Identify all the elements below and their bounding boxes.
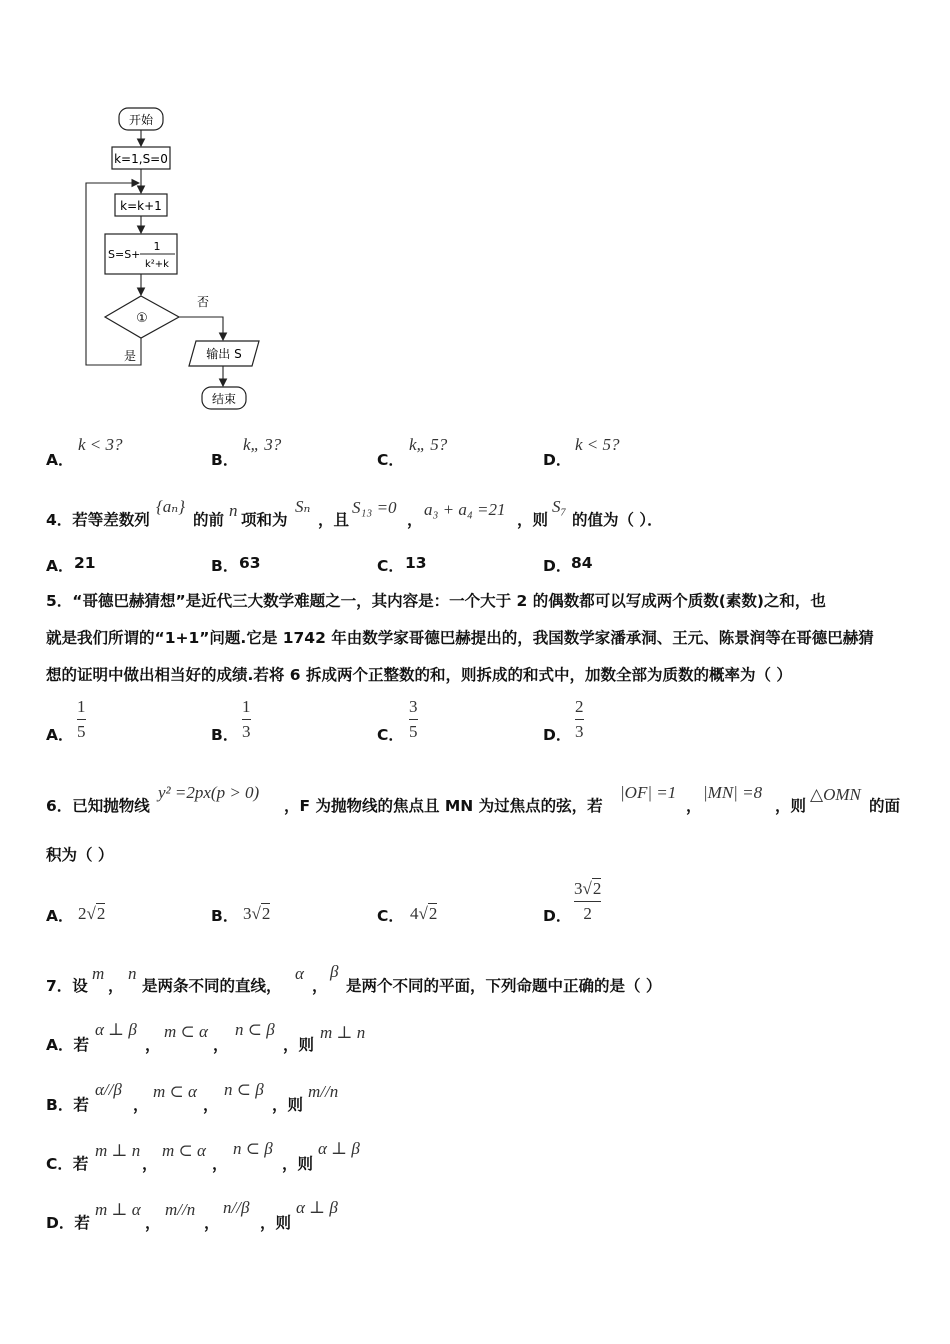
flow-no-label: 否 [197,295,210,309]
q7-option-b-result: m//n [308,1082,339,1101]
flow-sum-left: S=S+ [108,248,141,261]
q6-option-d-numerator: 3√2 [574,879,602,898]
q4-sn: Sₙ [295,497,311,516]
q7-option-a-then: ，则 [283,1036,315,1054]
q7-option-c-then: ，则 [282,1155,314,1173]
q7-text-1: 7．设 [46,977,88,995]
q7-option-d-comma-2: ， [204,1214,220,1232]
q5-option-b-num: 1 [242,697,251,716]
q4-text-2: 的前 [193,511,225,529]
q6-option-d-num-radicand: 2 [592,879,602,898]
q6-option-c-label: C． [377,907,404,925]
q7-beta: β [330,962,339,981]
flow-yes-label: 是 [124,349,137,363]
q7-option-d-label: D．若 [46,1214,90,1232]
flow-sum-num: 1 [153,240,161,253]
q6-text-5: 的面 [869,797,901,815]
q6-option-b-radicand: 2 [261,904,271,923]
q6-option-d-label: D． [543,907,572,925]
q6-option-a-coef: 2 [78,904,87,923]
q5-option-c-num: 3 [409,697,418,716]
q6-option-c-radicand: 2 [428,904,438,923]
q7-option-d-cond-3: n//β [223,1198,250,1217]
q7-option-a-comma-2: ， [213,1036,229,1054]
q4-text-6: ，则 [517,511,549,529]
q3-option-b-label: B． [211,451,239,469]
q6-text-1: 6．已知抛物线 [46,797,150,815]
q5-option-c-label: C． [377,726,404,744]
q4-option-b-value: 63 [239,554,261,572]
q7-option-c-cond-2: m ⊂ α [162,1141,206,1160]
q5-option-d-fraction [575,697,584,742]
q4-text-7: 的值为（ ）． [572,511,663,529]
q7-alpha: α [295,964,304,983]
q7-comma-2: ， [312,977,328,995]
q7-option-a-comma-1: ， [145,1036,161,1054]
q6-option-a-label: A． [46,907,74,925]
q6-option-d-num-coef: 3 [574,879,583,898]
q7-option-a-cond-2: m ⊂ α [164,1022,208,1041]
q7-option-d-cond-2: m//n [165,1200,196,1219]
q7-option-c-comma-1: ， [142,1155,158,1173]
q7-option-d-cond-1: m ⊥ α [95,1200,141,1219]
q7-text-2: 是两条不同的直线， [142,977,282,995]
q6-text-3: ， [686,797,702,815]
q4-text-4: ，且 [318,511,350,529]
q7-text-3: 是两个不同的平面，下列命题中正确的是（ ） [346,977,662,995]
q7-option-b-then: ，则 [272,1096,304,1114]
flow-init-label: k=1,S=0 [114,152,168,166]
q7-comma-1: ， [108,977,124,995]
q6-condition-mn: |MN| =8 [703,783,763,802]
q4-option-b-label: B． [211,557,239,575]
q7-option-b-comma-1: ， [133,1096,149,1114]
q7-option-c-label: C．若 [46,1155,89,1173]
q7-m: m [92,964,105,983]
q4-sequence: {aₙ} [156,497,185,516]
q5-option-c-den: 5 [409,722,418,741]
q5-option-c-fraction [409,697,418,742]
q7-option-b-label: B．若 [46,1096,89,1114]
q6-option-d-fraction [574,879,601,924]
q7-option-a-label: A．若 [46,1036,89,1054]
q5-option-b-label: B． [211,726,239,744]
q5-option-b-den: 3 [242,722,251,741]
q3-option-c-label: C． [377,451,404,469]
q5-option-d-den: 3 [575,722,584,741]
q7-option-a-cond-1: α ⊥ β [95,1020,137,1039]
q4-option-a-value: 21 [74,554,96,572]
q5-option-b-fraction [242,697,251,742]
q4-option-a-label: A． [46,557,74,575]
q3-option-a-expr: k < 3? [78,435,123,454]
q4-s7: S₇ [552,497,567,516]
q7-option-c-cond-3: n ⊂ β [233,1139,273,1158]
q6-option-b-value: 3√2 [243,904,271,923]
q3-option-d-label: D． [543,451,572,469]
q4-text-1: 4．若等差数列 [46,511,150,529]
q3-option-a-label: A． [46,451,74,469]
q5-line-1: 5．“哥德巴赫猜想”是近代三大数学难题之一，其内容是：一个大于 2 的偶数都可以写成两个质数(素数)之和，也 [46,592,826,610]
q5-option-d-label: D． [543,726,572,744]
q5-option-a-fraction [77,697,86,742]
q3-option-c-expr: k„ 5? [409,435,448,454]
q7-option-c-comma-2: ， [212,1155,228,1173]
q4-text-5: ， [407,511,423,529]
q6-option-c-value: 4√2 [410,904,438,923]
flow-end-label: 结束 [211,392,237,406]
q6-condition-of: |OF| =1 [620,783,677,802]
q3-option-d-expr: k < 5? [575,435,620,454]
q5-option-a-den: 5 [77,722,86,741]
flow-step-label: k=k+1 [120,199,162,213]
q4-option-d-value: 84 [571,554,593,572]
q6-option-b-coef: 3 [243,904,252,923]
q7-option-d-comma-1: ， [145,1214,161,1232]
flow-start-label: 开始 [128,113,154,127]
q4-option-d-label: D． [543,557,572,575]
q5-option-a-num: 1 [77,697,86,716]
q7-option-b-cond-1: α//β [95,1080,122,1099]
q7-option-b-cond-3: n ⊂ β [224,1080,264,1099]
q5-line-2: 就是我们所谓的“1+1”问题.它是 1742 年由数学家哥德巴赫提出的，我国数学家潘承洞、王元、陈景润等在哥德巴赫猜 [46,629,874,647]
q4-option-c-value: 13 [405,554,427,572]
q3-option-b-expr: k„ 3? [243,435,282,454]
q7-option-d-result: α ⊥ β [296,1198,338,1217]
q4-option-c-label: C． [377,557,404,575]
q7-option-a-cond-3: n ⊂ β [235,1020,275,1039]
q5-option-a-label: A． [46,726,74,744]
q6-parabola-equation: y² =2px(p > 0) [158,783,260,802]
q7-option-b-comma-2: ， [203,1096,219,1114]
q4-text-3: 项和为 [241,511,288,529]
q6-option-a-radicand: 2 [96,904,106,923]
q6-text-4: ，则 [775,797,807,815]
q4-condition-2: a₃ + a₄ =21 [424,500,506,519]
q7-option-c-result: α ⊥ β [318,1139,360,1158]
q6-option-b-label: B． [211,907,239,925]
flow-output-label: 输出 S [206,347,242,361]
q6-option-a-value: 2√2 [78,904,106,923]
q4-n: n [229,501,238,520]
q7-option-c-cond-1: m ⊥ n [95,1141,141,1160]
q7-option-d-then: ，则 [260,1214,292,1232]
q6-option-c-coef: 4 [410,904,419,923]
q5-line-3: 想的证明中做出相当好的成绩.若将 6 拆成两个正整数的和，则拆成的和式中，加数全部为质数的概率为（ ） [46,666,792,684]
q4-condition-1: S₁₃ =0 [352,498,397,517]
q6-option-d-den: 2 [583,904,592,923]
q7-option-a-result: m ⊥ n [320,1023,366,1042]
q6-line-2: 积为（ ） [46,846,114,864]
flowchart [0,0,300,420]
q7-option-b-cond-2: m ⊂ α [153,1082,197,1101]
q7-n: n [128,964,137,983]
q6-text-2: ，F 为抛物线的焦点且 MN 为过焦点的弦，若 [284,797,603,815]
q6-triangle: △OMN [810,785,861,804]
flow-decision-label: ① [136,311,148,326]
flow-sum-den: k²+k [145,259,169,270]
q5-option-d-num: 2 [575,697,584,716]
